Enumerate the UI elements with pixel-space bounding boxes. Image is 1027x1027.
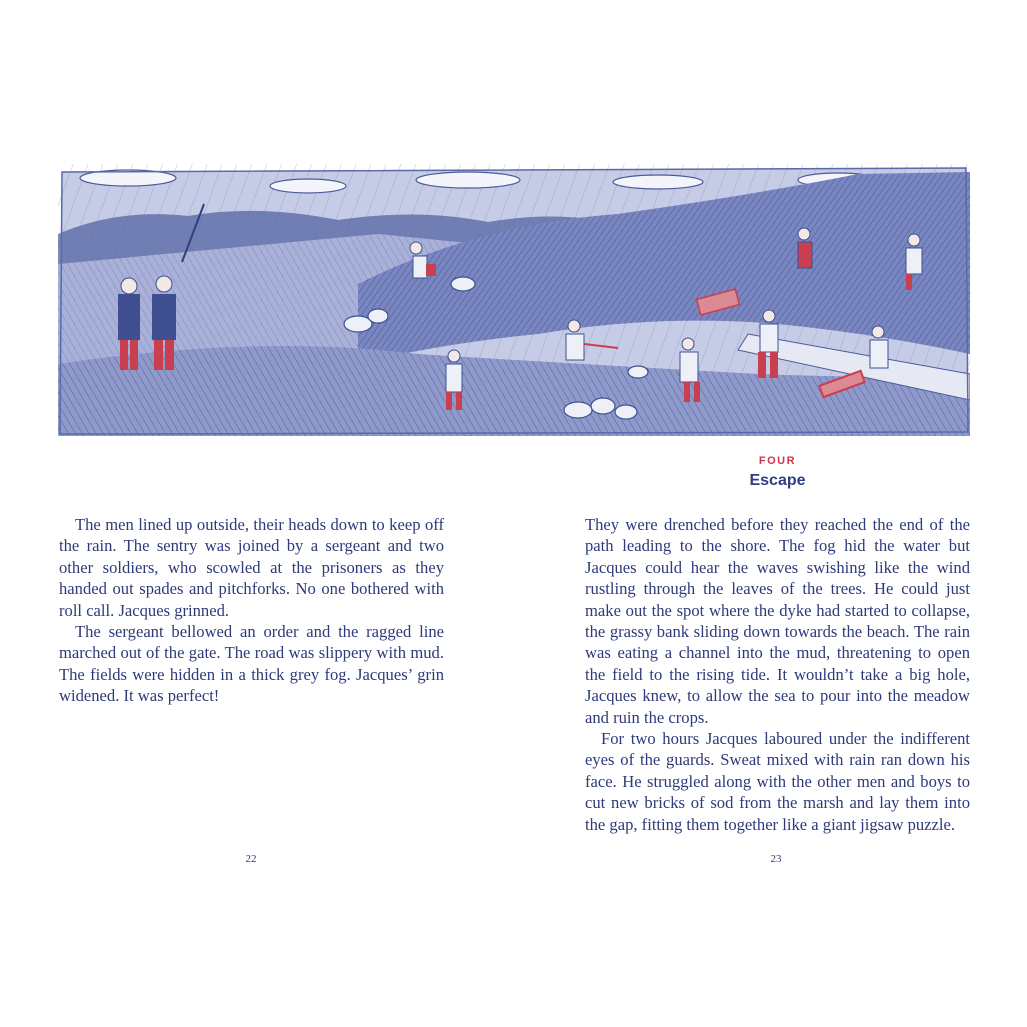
right-page-number: 23 [770, 853, 782, 865]
right-page-text [585, 514, 970, 835]
chapter-title: Escape [749, 472, 806, 489]
paragraph: For two hours Jacques laboured under the indifferent eyes of the guards. Sweat mixed with rain ran down his face. He struggled along with the other men and boys to cut new bricks of sod from the marsh and lay them into the gap, fitting them together like a giant jigsaw puzzle. [585, 729, 970, 834]
paragraph: The sergeant bellowed an order and the ragged line marched out of the gate. The road was slippery with mud. The fields were hidden in a thick grey fog. Jacques’ grin widened. It was perfect! [59, 622, 444, 706]
rainy-dyke-scene-illustration [58, 164, 970, 436]
chapter-number: FOUR [758, 455, 797, 467]
left-page-text [59, 514, 444, 707]
paragraph: The men lined up outside, their heads down to keep off the rain. The sentry was joined by a sergeant and two other soldiers, who scowled at the prisoners as they handed out spades and pitchforks. No one bothered with roll call. Jacques grinned. [59, 515, 444, 620]
paragraph: They were drenched before they reached the end of the path leading to the shore. The fog hid the water but Jacques could hear the waves swishing like the wind rustling through the leaves of the trees. He could just make out the spot where the dyke had started to collapse, the grassy bank sliding down towards the beach. The rain was eating a channel into the mud, threatening to open the field to the rising tide. It wouldn’t take a big hole, Jacques knew, to allow the sea to pour into the meadow and ruin the crops. [585, 515, 970, 727]
left-page-number: 22 [245, 853, 257, 865]
